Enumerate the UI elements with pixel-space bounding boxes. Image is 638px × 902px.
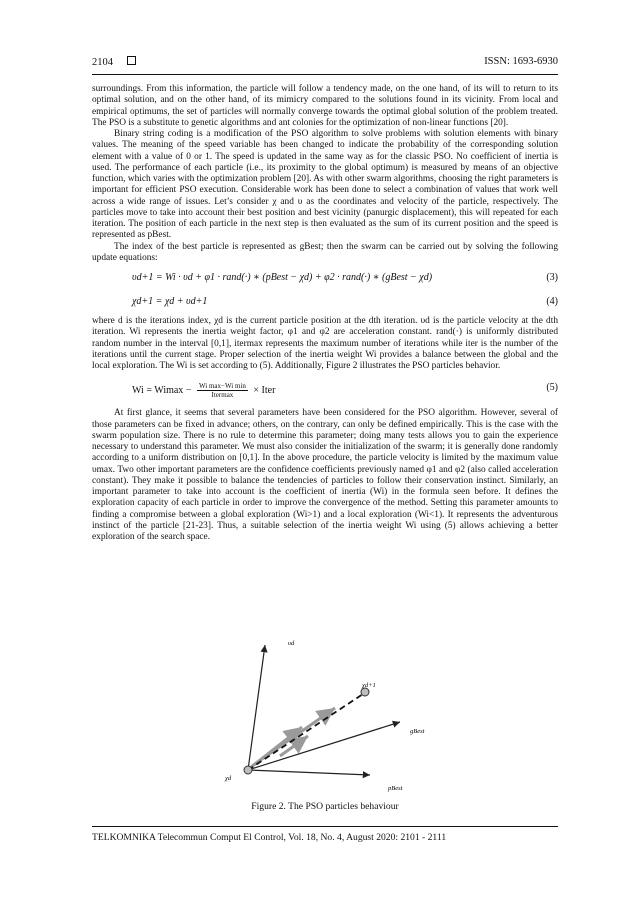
- figure-2: [210, 630, 440, 800]
- equation-3-number: (3): [546, 272, 558, 283]
- equation-5-lhs: Wi = Wimax −: [132, 385, 192, 397]
- equation-4-number: (4): [546, 296, 558, 307]
- running-header: [92, 56, 558, 74]
- pso-behaviour-diagram: [210, 630, 440, 800]
- footer-rule: [92, 826, 558, 827]
- equation-4: [92, 292, 558, 312]
- equation-5-number: (5): [546, 382, 558, 394]
- paragraph-4: where d is the iterations index, χd is the current particle position at the dth iteration. υd is the particle velocity at the dth iteration. Wi represents the inertia weight factor, φ1 and φ2 are acceleration constant. rand(·) is uniformly distributed random number in the interval [0,1], itermax represents the maximum number of iterations while iter is the number of the iterations until the current stage. Proper selection of the inertia weight Wi provides a balance between the global and the local exploration. The Wi is set according to (5). Additionally, Figure 2 illustrates the PSO particles behavior.: [92, 316, 558, 371]
- equation-5-denominator: Itermax: [211, 391, 234, 400]
- equation-5-fraction: [197, 382, 248, 399]
- equation-5: [92, 378, 558, 402]
- paragraph-5: At first glance, it seems that several parameters have been considered for the PSO algorithm. However, several of those parameters can be fixed in advance; others, on the contrary, can only be defined empirically. This is the case with the swarm population size. There is no rule to determine this parameter; doing many tests allows you to gain the experience necessary to understand this parameter. We must also consider the initialization of the swarm; it is generally done randomly according to a uniform distribution on [0,1]. In the above procedure, the particle velocity is limited by the maximum value υmax. Two other important parameters are the confidence coefficients previously named φ1 and φ2 (also called acceleration constant). They make it possible to balance the tendencies of particles to follow their conservation instinct. Similarly, an important parameter to take into account is the coefficient of inertia (Wi) in the formula seen before. It defines the exploration capacity of each particle in order to improve the convergence of the method. Setting this parameter amounts to finding a compromise between a global exploration (Wi>1) and a local exploration (Wi<1). It represents the adventurous instinct of the particle [21-23]. Thus, a suitable selection of the inertia weight Wi using (5) allows achieving a better exploration of the search space.: [92, 408, 558, 542]
- xd-label: χd: [225, 775, 232, 782]
- paragraph-1: surroundings. From this information, the particle will follow a tendency made, on the one hand, of its will to return to its optimal solution, and on the other hand, of its mimicry compared to the solutions found in its vicinity. From local and empirical optimums, the set of particles will normally converge towards the optimal global solution of the problem treated. The PSO is a substitute to genetic algorithms and ant colonies for the optimization of non-linear functions [20].: [92, 84, 558, 128]
- header-rule: [92, 74, 558, 75]
- current-position-point: [244, 766, 252, 774]
- body-text: [92, 84, 558, 543]
- equation-5-numerator: Wi max−Wi min: [198, 382, 246, 391]
- equation-4-expression: χd+1 = χd + υd+1: [132, 296, 208, 307]
- gbest-vector: [248, 722, 400, 770]
- equation-3-expression: υd+1 = Wi · υd + φ1 · rand(·) ∗ (pBest − χd) + φ2 · rand(·) ∗ (gBest − χd): [132, 272, 433, 283]
- running-footer: TELKOMNIKA Telecommun Comput El Control, Vol. 18, No. 4, August 2020: 2101 - 2111: [92, 832, 447, 843]
- velocity-vector: [248, 645, 265, 770]
- gbest-label: gBest: [410, 728, 425, 735]
- pbest-label: pBest: [388, 785, 403, 792]
- paragraph-2: Binary string coding is a modification of the PSO algorithm to solve problems with solution elements with binary values. The meaning of the speed variable has been changed to indicate the probability of the corresponding solution element with a value of 0 or 1. The speed is updated in the same way as for the classic PSO. No coefficient of inertia is used. The performance of each particle (i.e., its proximity to the global optimum) is measured by means of an objective function, which varies with the optimization problem [20]. As with other swarm algorithms, choosing the right parameters is important for efficient PSO execution. Considerable work has been done to select a combination of values that work well across a wide range of issues. Let’s consider χ and υ as the coordinates and velocity of the particle, respectively. The particles move to take into account their best position and best vicinity (panurgic displacement), this will repeated for each iteration. The position of each particle in the next step is then evaluated as the sum of its current position and the speed is represented as pBest.: [92, 129, 558, 241]
- page-number: 2104: [92, 57, 113, 68]
- next-position-point: [361, 688, 369, 696]
- equation-3: [92, 268, 558, 288]
- vd-label: υd: [288, 640, 295, 647]
- square-icon: [127, 56, 136, 65]
- issn: ISSN: 1693-6930: [484, 56, 558, 67]
- paragraph-3: The index of the best particle is represented as gBest; then the swarm can be carried out by solving the following update equations:: [92, 241, 558, 263]
- equation-5-rhs: × Iter: [253, 385, 276, 397]
- figure-caption: Figure 2. The PSO particles behaviour: [251, 801, 399, 812]
- movement-path: [248, 694, 363, 770]
- xd1-label: χd+1: [362, 682, 376, 689]
- gray-vector-2: [252, 708, 335, 766]
- pbest-vector: [248, 770, 370, 775]
